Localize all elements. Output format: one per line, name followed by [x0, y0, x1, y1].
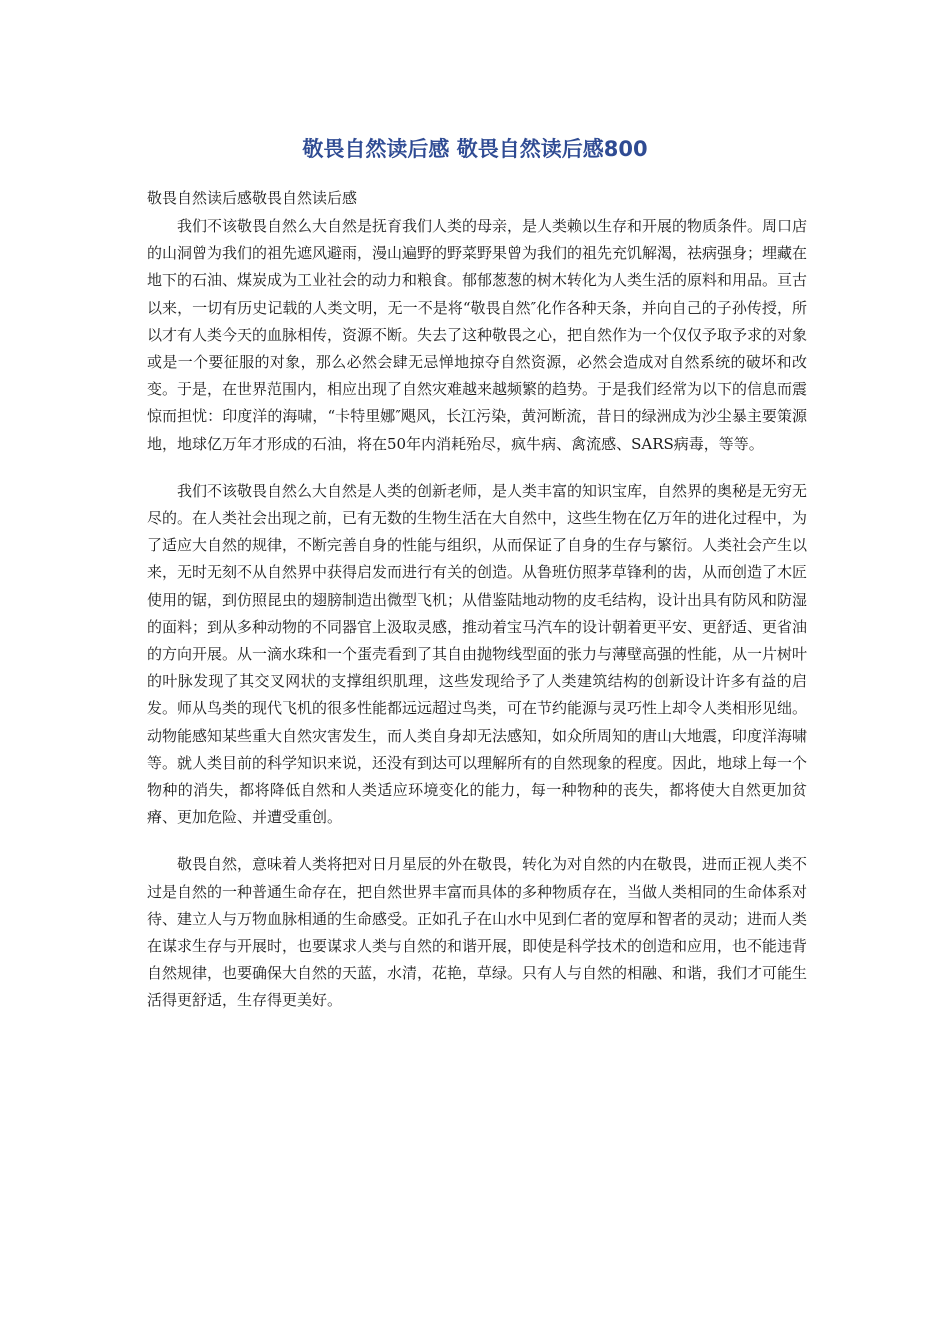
- paragraph-2: 我们不该敬畏自然么大自然是人类的创新老师，是人类丰富的知识宝库，自然界的奥秘是无穷无尽的。在人类社会出现之前，已有无数的生物生活在大自然中，这些生物在亿万年的进化过程中，为了适应大自然的规律，不断完善自身的性能与组织，从而保证了自身的生存与繁衍。人类社会产生以来，无时无刻不从自然界中获得启发而进行有关的创造。从鲁班仿照茅草锋利的齿，从而创造了木匠使用的锯，到仿照昆虫的翅膀制造出微型飞机；从借鉴陆地动物的皮毛结构，设计出具有防风和防湿的面料；到从多种动物的不同器官上汲取灵感，推动着宝马汽车的设计朝着更平安、更舒适、更省油的方向开展。从一滴水珠和一个蛋壳看到了其自由抛物线型面的张力与薄壁高强的性能，从一片树叶的叶脉发现了其交叉网状的支撑组织肌理，这些发现给予了人类建筑结构的创新设计许多有益的启发。师从鸟类的现代飞机的很多性能都远远超过鸟类，可在节约能源与灵巧性上却令人类相形见绌。动物能感知某些重大自然灾害发生，而人类自身却无法感知，如众所周知的唐山大地震，印度洋海啸等。就人类目前的科学知识来说，还没有到达可以理解所有的自然现象的程度。因此，地球上每一个物种的消失，都将降低自然和人类适应环境变化的能力，每一种物种的丧失，都将使大自然更加贫瘠、更加危险、并遭受重创。: [147, 481, 808, 827]
- paragraph-1: 我们不该敬畏自然么大自然是抚育我们人类的母亲，是人类赖以生存和开展的物质条件。周口店的山洞曾为我们的祖先遮风避雨，漫山遍野的野菜野果曾为我们的祖先充饥解渴，祛病强身；埋藏在地下的石油、煤炭成为工业社会的动力和粮食。郁郁葱葱的树木转化为人类生活的原料和用品。亘古以来，一切有历史记载的人类文明，无一不是将“敬畏自然″化作各种天条，并向自己的子孙传授，所以才有人类今天的血脉相传，资源不断。失去了这种敬畏之心，把自然作为一个仅仅予取予求的对象或是一个要征服的对象，那么必然会肆无忌惮地掠夺自然资源，必然会造成对自然系统的破坏和改变。于是，在世界范围内，相应出现了自然灾难越来越频繁的趋势。于是我们经常为以下的信息而震惊而担忧：印度洋的海啸，“卡特里娜″飓风，长江污染，黄河断流，昔日的绿洲成为沙尘暴主要策源地，地球亿万年才形成的石油，将在50年内消耗殆尽，疯牛病、禽流感、SARS病毒，等等。: [147, 217, 808, 453]
- paragraph-3: 敬畏自然，意味着人类将把对日月星辰的外在敬畏，转化为对自然的内在敬畏，进而正视人类不过是自然的一种普通生命存在，把自然世界丰富而具体的多种物质存在，当做人类相同的生命体系对待、建立人与万物血脉相通的生命感受。正如孔子在山水中见到仁者的宽厚和智者的灵动；进而人类在谋求生存与开展时，也要谋求人类与自然的和谐开展，即使是科学技术的创造和应用，也不能违背自然规律，也要确保大自然的天蓝，水清，花艳，草绿。只有人与自然的相融、和谐，我们才可能生活得更舒适，生存得更美好。: [147, 855, 808, 1010]
- document-title: 敬畏自然读后感 敬畏自然读后感800: [302, 137, 648, 161]
- document-subtitle: 敬畏自然读后感敬畏自然读后感: [147, 189, 358, 207]
- document-body: [147, 185, 807, 1015]
